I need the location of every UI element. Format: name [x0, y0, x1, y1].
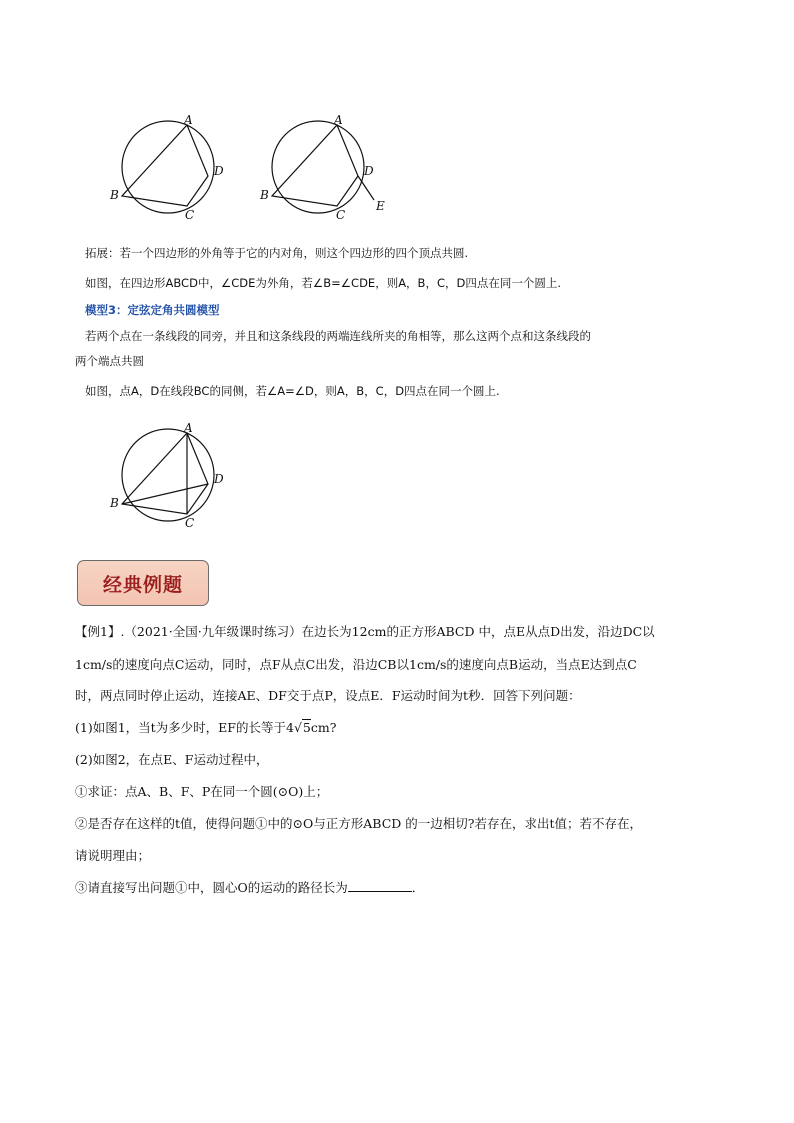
- classic-examples-badge: [77, 560, 209, 606]
- label-d: D: [364, 164, 374, 178]
- question-2-part-1: ①求证：点A、B、F、P在同一个圆(⊙O)上；: [75, 784, 329, 799]
- question-2-part-3: [75, 879, 424, 897]
- figure-2-svg: [255, 110, 395, 220]
- question-1: [75, 719, 336, 737]
- answer-blank[interactable]: [348, 879, 412, 892]
- extension-example: 如图，在四边形ABCD中，∠CDE为外角，若∠B=∠CDE，则A，B，C，D四点在同一个圆上.: [85, 276, 561, 290]
- figure-fixed-chord-fixed-angle: [105, 418, 235, 530]
- question-1-unit: cm?: [310, 720, 337, 735]
- question-2-part-3-end: ．: [411, 880, 425, 895]
- label-c: C: [185, 208, 195, 222]
- question-1-text: (1)如图1，当t为多少时，EF的长等于4: [75, 720, 294, 735]
- label-c: C: [336, 208, 346, 222]
- label-d: D: [214, 472, 224, 486]
- sqrt-expression: √5: [293, 720, 311, 735]
- question-2-part-2a: ②是否存在这样的t值，使得问题①中的⊙O与正方形ABCD 的一边相切?若存在，求出t值；若不存在，: [75, 816, 642, 831]
- quadrilateral-abcd: [122, 125, 208, 206]
- model-3-line-1: 若两个点在一条线段的同旁，并且和这条线段的两端连线所夹的角相等，那么这两个点和这条线段的: [85, 329, 591, 343]
- circle: [272, 121, 364, 213]
- sqrt-radicand: 5: [302, 720, 311, 735]
- label-a: A: [184, 421, 193, 435]
- circle: [122, 121, 214, 213]
- example-line-3: 时，两点同时停止运动，连接AE、DF交于点P，设点E．F运动时间为t秒．回答下列问题：: [75, 688, 581, 703]
- label-b: B: [260, 188, 269, 202]
- label-c: C: [185, 516, 195, 530]
- label-a: A: [184, 113, 193, 127]
- extension-statement: 拓展：若一个四边形的外角等于它的内对角，则这个四边形的四个顶点共圆.: [85, 246, 469, 260]
- label-b: B: [110, 188, 119, 202]
- label-b: B: [110, 496, 119, 510]
- figure-3-svg: [105, 418, 235, 530]
- figure-cyclic-quadrilateral-exterior-angle: [255, 110, 395, 220]
- segment-de: [358, 176, 374, 200]
- model-3-example: 如图，点A，D在线段BC的同侧，若∠A=∠D，则A，B，C，D四点在同一个圆上.: [85, 384, 500, 398]
- figure-1-svg: [105, 110, 235, 220]
- label-d: D: [214, 164, 224, 178]
- segment-bd: [122, 484, 208, 504]
- example-line-1: 【例1】.（2021·全国·九年级课时练习）在边长为12cm的正方形ABCD 中，点E从点D出发，沿边DC以: [75, 624, 655, 639]
- model-3-title: 模型3：定弦定角共圆模型: [85, 303, 220, 317]
- figure-cyclic-quadrilateral-1: [105, 110, 235, 220]
- circle: [122, 429, 214, 521]
- quadrilateral-abcd: [272, 125, 358, 206]
- quadrilateral-abcd: [122, 433, 208, 514]
- question-2-part-2b: 请说明理由；: [75, 848, 151, 863]
- example-line-2: 1cm/s的速度向点C运动，同时，点F从点C出发，沿边CB以1cm/s的速度向点B运动，当点E达到点C: [75, 657, 637, 672]
- model-3-line-2: 两个端点共圆: [75, 354, 144, 368]
- question-2-part-3-text: ③请直接写出问题①中，圆心O的运动的路径长为: [75, 880, 348, 895]
- badge-label: 经典例题: [102, 573, 183, 596]
- label-a: A: [334, 113, 343, 127]
- question-2: (2)如图2，在点E、F运动过程中，: [75, 752, 269, 767]
- label-e: E: [376, 199, 385, 213]
